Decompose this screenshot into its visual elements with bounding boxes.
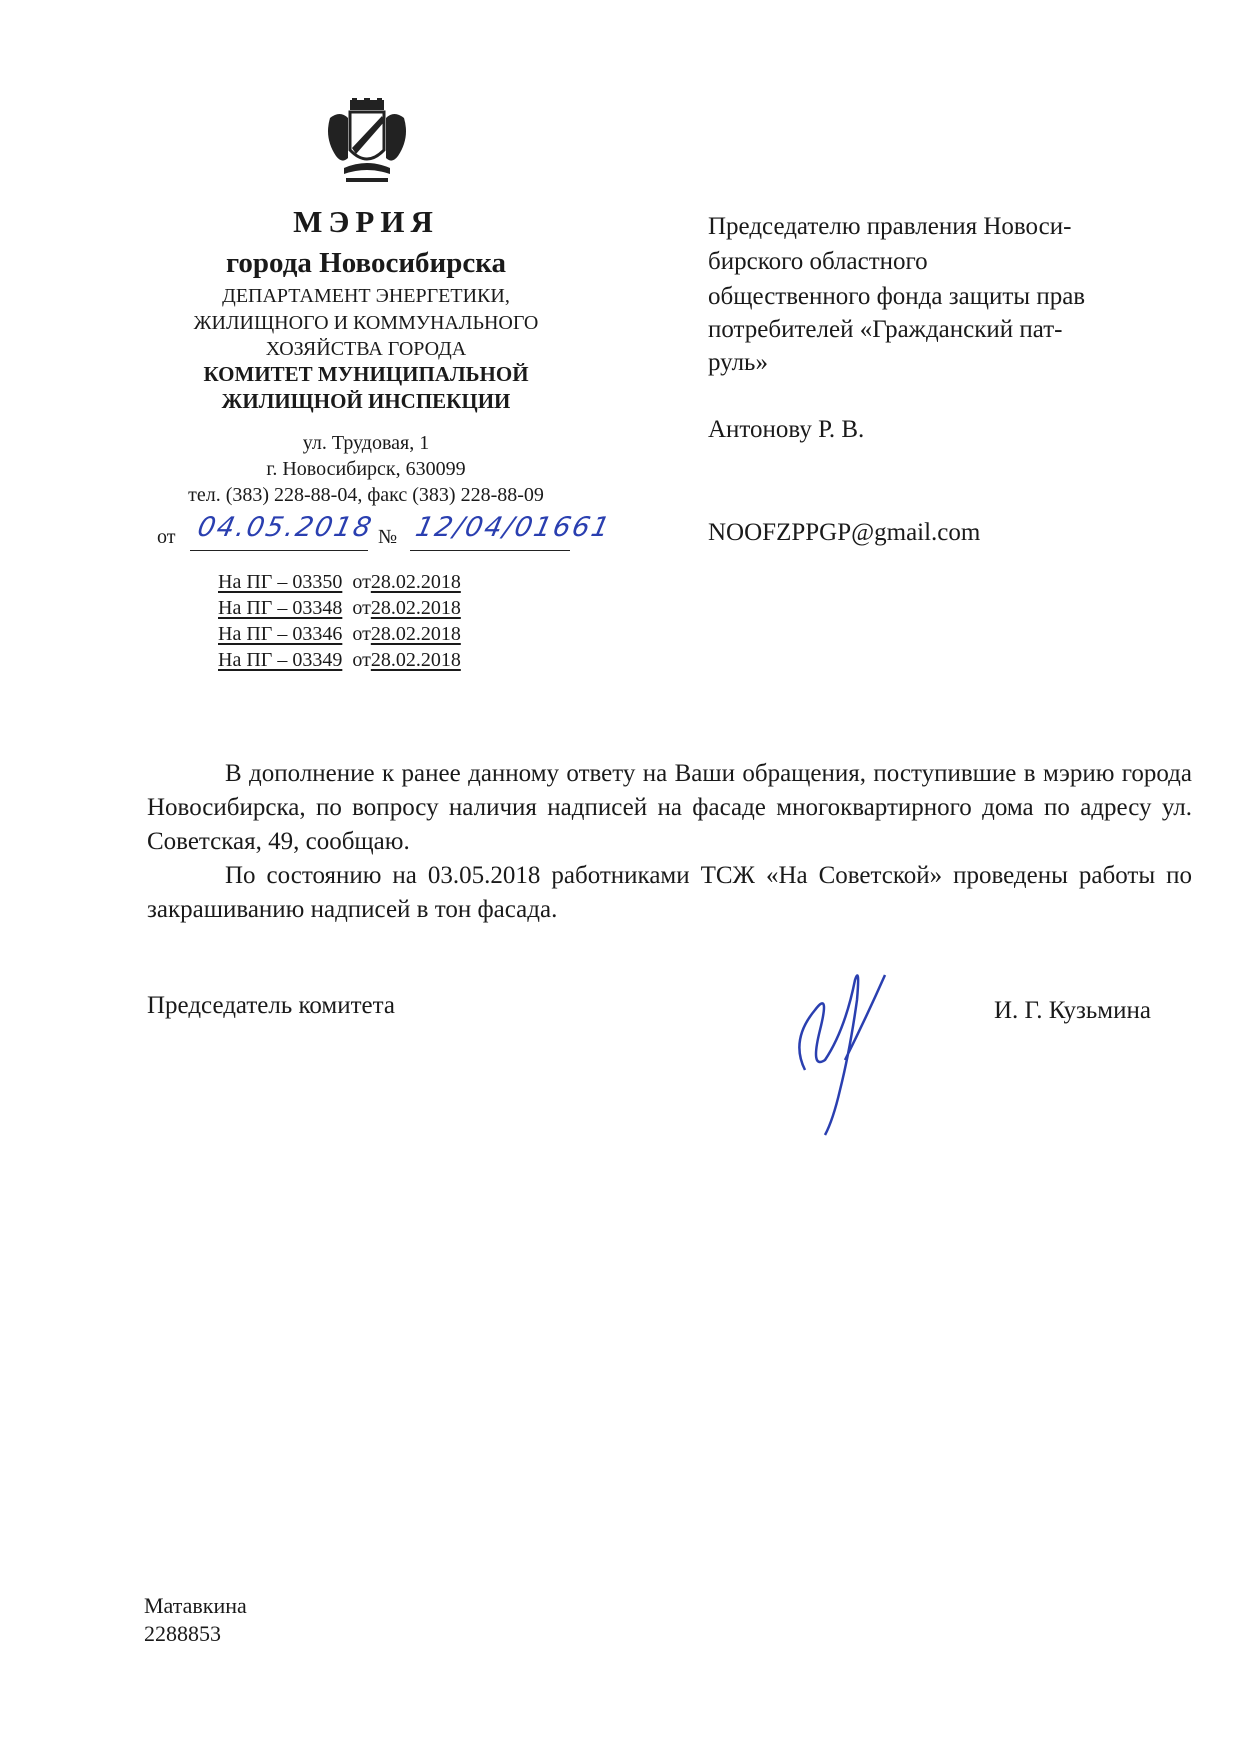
number-field — [410, 512, 615, 551]
signatory-position: Председатель комитета — [147, 992, 395, 1019]
reference-from: от — [352, 571, 371, 593]
city-coat-of-arms-icon — [322, 98, 412, 188]
reference-from: от — [352, 597, 371, 619]
reference-label: На ПГ – 03350 — [218, 571, 343, 593]
reference-date: 28.02.2018 — [370, 623, 461, 645]
department-line: ХОЗЯЙСТВА ГОРОДА — [265, 338, 467, 360]
handwritten-date: 04.05.2018 — [194, 512, 376, 543]
date-field — [190, 512, 376, 551]
reference-item — [218, 571, 461, 594]
letterhead-city: города Новосибирска — [225, 247, 507, 279]
committee-line: ЖИЛИЩНОЙ ИНСПЕКЦИИ — [221, 389, 511, 413]
recipient-line: Председателю правления Новоси- — [708, 213, 1072, 240]
recipient-line: потребителей «Гражданский пат- — [708, 316, 1063, 343]
letterhead-title: МЭРИЯ — [293, 204, 439, 239]
number-prefix: № — [378, 526, 398, 548]
reference-from: от — [352, 623, 371, 645]
executor-name: Матавкина — [144, 1593, 247, 1618]
committee-line: КОМИТЕТ МУНИЦИПАЛЬНОЙ — [203, 362, 529, 386]
reference-label: На ПГ – 03348 — [218, 597, 343, 619]
reference-label: На ПГ – 03346 — [218, 623, 343, 645]
reference-date: 28.02.2018 — [370, 649, 461, 671]
recipient-line: бирского областного — [708, 248, 928, 275]
letter-body — [147, 757, 1192, 927]
department-line: ДЕПАРТАМЕНТ ЭНЕРГЕТИКИ, — [222, 285, 510, 307]
reference-date: 28.02.2018 — [370, 571, 461, 593]
handwritten-signature — [785, 960, 895, 1140]
recipient-line: руль» — [708, 349, 768, 376]
body-paragraph: По состоянию на 03.05.2018 работниками ТСЖ «На Советской» проведены работы по закрашиванию надписей в тон фасада. — [147, 862, 1192, 923]
body-paragraph: В дополнение к ранее данному ответу на Ваши обращения, поступившие в мэрию города Новосибирска, по вопросу наличия надписей на фасаде многоквартирного дома по адресу ул. Советская, 49, сообщаю. — [147, 760, 1192, 855]
department-line: ЖИЛИЩНОГО И КОММУНАЛЬНОГО — [193, 312, 539, 334]
reference-from: от — [352, 649, 371, 671]
signatory-name: И. Г. Кузьмина — [994, 997, 1151, 1024]
address-city: г. Новосибирск, 630099 — [266, 458, 466, 480]
recipient-line: общественного фонда защиты прав — [708, 283, 1086, 310]
handwritten-number: 12/04/01661 — [412, 512, 615, 543]
address-street: ул. Трудовая, 1 — [302, 432, 430, 454]
reference-item — [218, 597, 461, 620]
executor-phone: 2288853 — [144, 1621, 221, 1646]
reference-item — [218, 623, 461, 646]
recipient-email: NOOFZPPGP@gmail.com — [708, 519, 981, 546]
date-prefix: от — [157, 526, 176, 548]
address-phone: тел. (383) 228-88-04, факс (383) 228-88-09 — [188, 484, 544, 506]
reference-item — [218, 649, 461, 672]
reference-date: 28.02.2018 — [370, 597, 461, 619]
recipient-name: Антонову Р. В. — [708, 416, 865, 443]
reference-label: На ПГ – 03349 — [218, 649, 343, 671]
